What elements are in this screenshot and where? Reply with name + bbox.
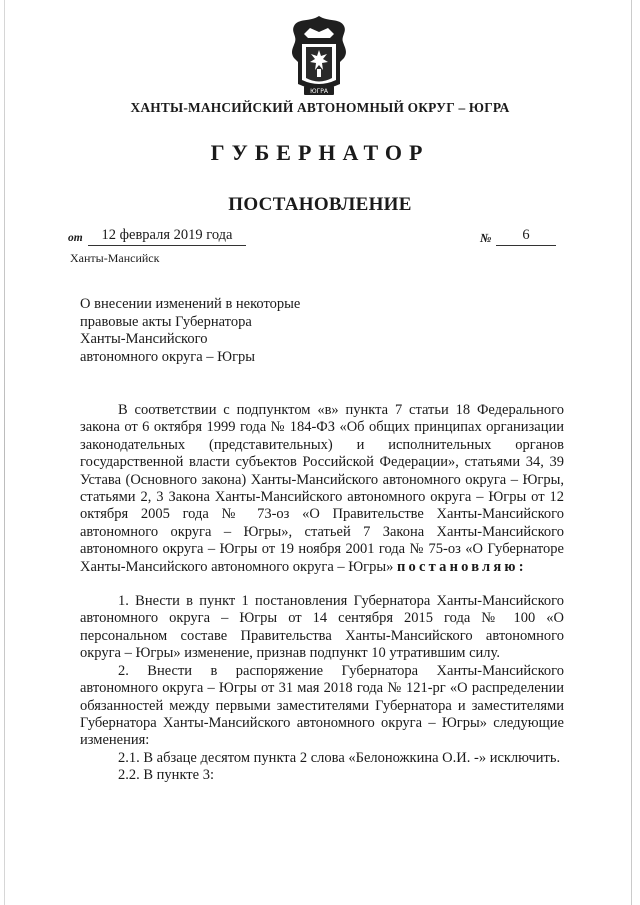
item-2-1-paragraph: 2.1. В абзаце десятом пункта 2 слова «Белоножкина О.И. -» исключить. (118, 749, 561, 766)
preamble-text: В соответствии с подпунктом «в» пункта 7 статьи 18 Федерального закона от 6 октября 1999 года № 184-ФЗ «Об общих принципах организации законодательных (представительных) и исполнительных органов государственной власти субъектов Российской Федерации», статьями 34, 39 Устава (Основного закона) Ханты-Мансийского автономного округа – Югры, статьями 2, 3 Закона Ханты-Мансийского автономного округа – Югры от 12 октября 2005 года № 73-оз «О Правительстве Ханты-Мансийского автономного округа – Югры», статьей 7 Закона Ханты-Мансийского автономного округа – Югры от 19 ноября 2001 года № 75-оз «О Губернаторе Ханты-Мансийского автономного округа – Югры» (80, 402, 564, 575)
number-prefix: № (480, 231, 492, 245)
scan-edge-right (631, 0, 632, 905)
item-1-paragraph: 1. Внести в пункт 1 постановления Губернатора Ханты-Мансийского автономного округа – Югры от 14 сентября 2015 года № 100 «О персональном составе Правительства Ханты-Мансийского автономного округа – Югры» изменение, признав подпункт 10 утратившим силу. (80, 593, 564, 662)
preamble-paragraph (80, 402, 564, 576)
authority-title: ГУБЕРНАТОР (210, 140, 430, 165)
date-prefix: от (68, 232, 83, 244)
item-2-2-paragraph: 2.2. В пункте 3: (118, 767, 214, 784)
date-field (68, 226, 248, 248)
date-value: 12 февраля 2019 года (88, 226, 246, 246)
subject-line: О внесении изменений в некоторые (80, 296, 301, 312)
scan-edge-left (4, 0, 5, 905)
number-value: 6 (496, 226, 556, 246)
emblem-label: ЮГРА (310, 88, 328, 95)
subject-line: правовые акты Губернатора (80, 313, 252, 330)
paragraph-gap (80, 576, 564, 593)
document-type: ПОСТАНОВЛЕНИЕ (228, 194, 412, 215)
document-body (80, 402, 564, 785)
subject-line: автономного округа – Югры (80, 348, 256, 365)
coat-of-arms-icon (290, 14, 348, 98)
resolve-colon: : (518, 558, 524, 575)
city-name: Ханты-Мансийск (70, 251, 160, 265)
item-2-paragraph: 2. Внести в распоряжение Губернатора Ханты-Мансийского автономного округа – Югры от 31 мая 2018 года № 121-рг «О распределении обязанностей между первыми заместителями Губернатора и заместителями Губернатора Ханты-Мансийского автономного округа – Югры» следующие изменения: (80, 662, 564, 749)
resolve-word: постановляю (396, 558, 519, 575)
region-title: ХАНТЫ-МАНСИЙСКИЙ АВТОНОМНЫЙ ОКРУГ – ЮГРА (130, 100, 510, 115)
number-field (480, 226, 560, 248)
document-subject (80, 296, 380, 366)
subject-line: Ханты-Мансийского (80, 331, 208, 347)
